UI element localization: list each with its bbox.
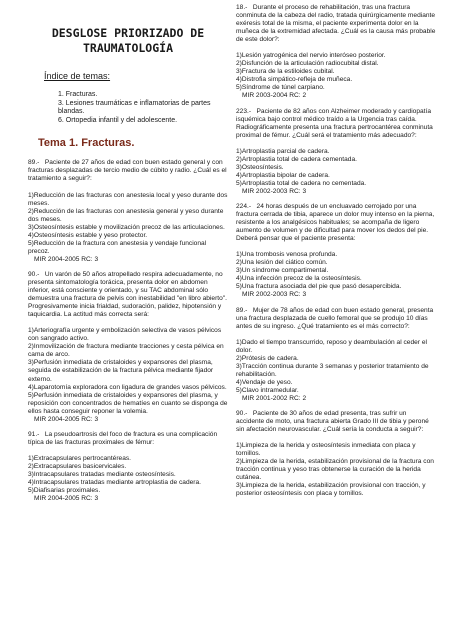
left-column	[28, 0, 228, 510]
answer-option: 1)Lesión yatrogénica del nervio interóseo posterior.	[236, 52, 386, 60]
answer-option: 1)Una trombosis venosa profunda.	[236, 251, 338, 259]
right-column	[236, 0, 436, 505]
question-stem: 90.- Un varón de 50 años atropellado respira adecuadamente, no presenta sintomatología torácica, presenta dolor en abdomen inferior, está consciente y orientado, y su TAC abdominal sólo demuestra una fractura de pelvis con inestabilidad "en libro abierto". Progresivamente inicia frialdad, sudoración, palidez, hipotensión y taquicardia. La actitud más correcta será:	[28, 270, 229, 319]
spacer	[28, 319, 228, 327]
answer-reference: MIR 2002-2003 RC: 3	[242, 187, 307, 195]
spacer	[236, 44, 436, 52]
answer-option: 3)Osteosíntesis.	[236, 163, 284, 171]
spacer	[236, 331, 436, 339]
question-block	[28, 159, 228, 264]
spacer	[236, 434, 436, 442]
answer-option: 3)Intracapsulares tratadas mediante osteosíntesis.	[28, 470, 176, 478]
answer-option: 2)Disfunción de la articulación radiocubital distal.	[236, 60, 379, 68]
question-gap	[236, 403, 436, 410]
spacer	[28, 447, 228, 455]
question-block	[28, 271, 228, 424]
question-stem: 223.- Paciente de 82 años con Alzheimer moderado y cardiopatía isquémica bajo control médico traído a la Urgencia tras caída. Radiográficamente presenta una fractura pertrocantérea conminuta proximal de fémur. ¿Cuál será el tratamiento más adecuado?:	[236, 107, 435, 139]
answer-option: 5)Artroplastia total de cadera no cementada.	[236, 179, 367, 187]
answer-option: 5)Clavo intramedular.	[236, 386, 299, 394]
answer-option: 5)Síndrome de túnel carpiano.	[236, 84, 325, 92]
spacer	[236, 140, 436, 148]
index-heading: Índice de temas:	[44, 71, 111, 81]
answer-option: 2)Prótesis de cadera.	[236, 354, 299, 362]
answer-option: 1)Dado el tiempo transcurrido, reposo y deambulación al ceder el dolor.	[236, 338, 427, 354]
answer-reference: MIR 2003-2004 RC: 2	[242, 92, 307, 100]
question-block	[236, 307, 436, 404]
question-stem: 91.- La pseudoartrosis del foco de fractura es una complicación típica de las fracturas proximales de fémur:	[28, 430, 219, 446]
answer-option: 5)Una fractura asociada del pie que pasó desapercibida.	[236, 283, 402, 291]
answer-reference: MIR 2004-2005 RC: 3	[34, 255, 99, 263]
answer-option: 3)Fractura de la estiloides cubital.	[236, 68, 335, 76]
answer-option: 4)Vendaje de yeso.	[236, 378, 293, 386]
index-list	[28, 91, 228, 125]
answer-option: 2)Reducción de las fracturas con anestesia general y yeso durante dos meses.	[28, 207, 224, 223]
question-gap	[236, 498, 436, 505]
answer-option: 1)Extracapsulares pertrocantéreas.	[28, 454, 131, 462]
answer-reference: MIR 2002-2003 RC: 3	[242, 291, 307, 299]
answer-option: 4)Osteosíntesis estable y yeso protector.	[28, 231, 148, 239]
question-gap	[28, 424, 228, 431]
question-stem: 89.- Paciente de 27 años de edad con buen estado general y con fracturas desplazadas de tercio medio de cúbito y radio. ¿Cuál es el tratamiento a seguir?:	[28, 159, 229, 183]
answer-option: 5)Perfusión inmediata de cristaloides y expansores del plasma, y reposición con concentrados de hematíes en cuanto se disponga de ellos hasta conseguir reponer la volemia.	[28, 391, 228, 415]
question-block	[236, 108, 436, 196]
question-stem: 90.- Paciente de 30 años de edad presenta, tras sufrir un accidente de moto, una fractura abierta Grado III de tibia y peroné sin afectación neurovascular. ¿Cuál sería la conducta a seguir?:	[236, 410, 431, 434]
answer-option: 1)Artroplastia parcial de cadera.	[236, 147, 330, 155]
question-block	[28, 431, 228, 503]
answer-option: 3)Un síndrome compartimental.	[236, 267, 329, 275]
question-block	[236, 4, 436, 101]
answer-option: 4)Intracapsulares tratadas mediante artroplastia de cadera.	[28, 479, 201, 487]
question-block	[236, 410, 436, 498]
answer-option: 4)Laparotomía exploradora con ligadura de grandes vasos pélvicos.	[28, 383, 227, 391]
answer-reference: MIR 2004-2005 RC: 3	[34, 495, 99, 503]
answer-option: 1)Reducción de las fracturas con anestesia local y yeso durante dos meses.	[28, 191, 228, 207]
answer-option: 2)Una lesión del ciático común.	[236, 259, 328, 267]
answer-option: 2)Extracapsulares basicervicales.	[28, 462, 127, 470]
spacer	[236, 243, 436, 251]
answer-option: 5)Diafisarias proximales.	[28, 487, 101, 495]
section-title: Tema 1. Fracturas.	[38, 137, 135, 150]
question-gap	[28, 503, 228, 510]
answer-option: 1)Limpieza de la herida y osteosíntesis inmediata con placa y tornillos.	[236, 442, 416, 458]
left-question-list	[28, 159, 228, 510]
question-gap	[236, 101, 436, 108]
answer-option: 2)Artroplastia total de cadera cementada.	[236, 155, 357, 163]
index-item: 6. Ortopedia infantil y del adolescente.	[58, 116, 178, 124]
question-gap	[28, 264, 228, 271]
question-stem: 224.- 24 horas después de un encluavado cerrojado por una fractura cerrada de tibia, aparece un dolor muy intenso en la pierna, resistente a los analgésicos habituales; se acompaña de ligero aumento de volumen y de dificultad para mover los dedos del pie. Deberá pensar que el paciente presenta:	[236, 202, 437, 243]
spacer	[28, 184, 228, 192]
answer-option: 4)Una infección precoz de la osteosíntesis.	[236, 275, 362, 283]
question-block	[236, 203, 436, 300]
answer-option: 3)Tracción continua durante 3 semanas y posterior tratamiento de rehabilitación.	[236, 362, 429, 378]
answer-option: 3)Osteosíntesis estable y movilización precoz de las articulaciones.	[28, 223, 225, 231]
answer-option: 2)Limpieza de la herida, estabilización provisional de la fractura con tracción continua y yeso tras obtenerse la curación de la herida cutánea.	[236, 458, 434, 482]
right-question-list	[236, 4, 436, 505]
question-stem: 18.- Durante el proceso de rehabilitación, tras una fractura conminuta de la cabeza del radio, tratada quirúrgicamente mediante exéresis total de la misma, el paciente experimenta dolor en la muñeca de la extremidad afectada. ¿Cuál es la causa más probable de este dolor?:	[236, 4, 438, 44]
answer-reference: MIR 2004-2005 RC: 3	[34, 415, 99, 423]
answer-option: 2)Inmovilización de fractura mediante tracciones y cesta pélvica en cama de arco.	[28, 343, 224, 359]
index-item: 1. Fracturas.	[58, 91, 98, 98]
answer-option: 3)Limpieza de la herida, estabilización provisional con tracción, y posterior osteosíntesis con placa y tornillos.	[236, 482, 426, 498]
answer-option: 5)Reducción de la fractura con anestesia y vendaje funcional precoz.	[28, 239, 207, 255]
title-line-2: TRAUMATOLOGÍA	[82, 41, 173, 55]
document-title	[28, 26, 228, 56]
title-line-1: DESGLOSE PRIORIZADO DE	[51, 26, 205, 40]
answer-reference: MIR 2001-2002 RC: 2	[242, 394, 307, 402]
answer-option: 1)Arteriografía urgente y embolización selectiva de vasos pélvicos con sangrado activo.	[28, 327, 222, 343]
question-gap	[236, 300, 436, 307]
answer-option: 4)Distrofia simpático-refleja de muñeca.	[236, 76, 353, 84]
answer-option: 3)Perfusión inmediata de cristaloides y expansores del plasma, seguida de estabilización de la fractura pélvica mediante fijador externo.	[28, 359, 214, 383]
question-gap	[236, 196, 436, 203]
answer-option: 4)Artroplastia bipolar de cadera.	[236, 171, 330, 179]
index-item: 3. Lesiones traumáticas e inflamatorias de partes blandas.	[58, 99, 211, 116]
question-stem: 89.- Mujer de 78 años de edad con buen estado general, presenta una fractura desplazada de cuello femoral que se produjo 10 días antes de su ingreso. ¿Qué tratamiento es el más correcto?:	[236, 306, 436, 330]
